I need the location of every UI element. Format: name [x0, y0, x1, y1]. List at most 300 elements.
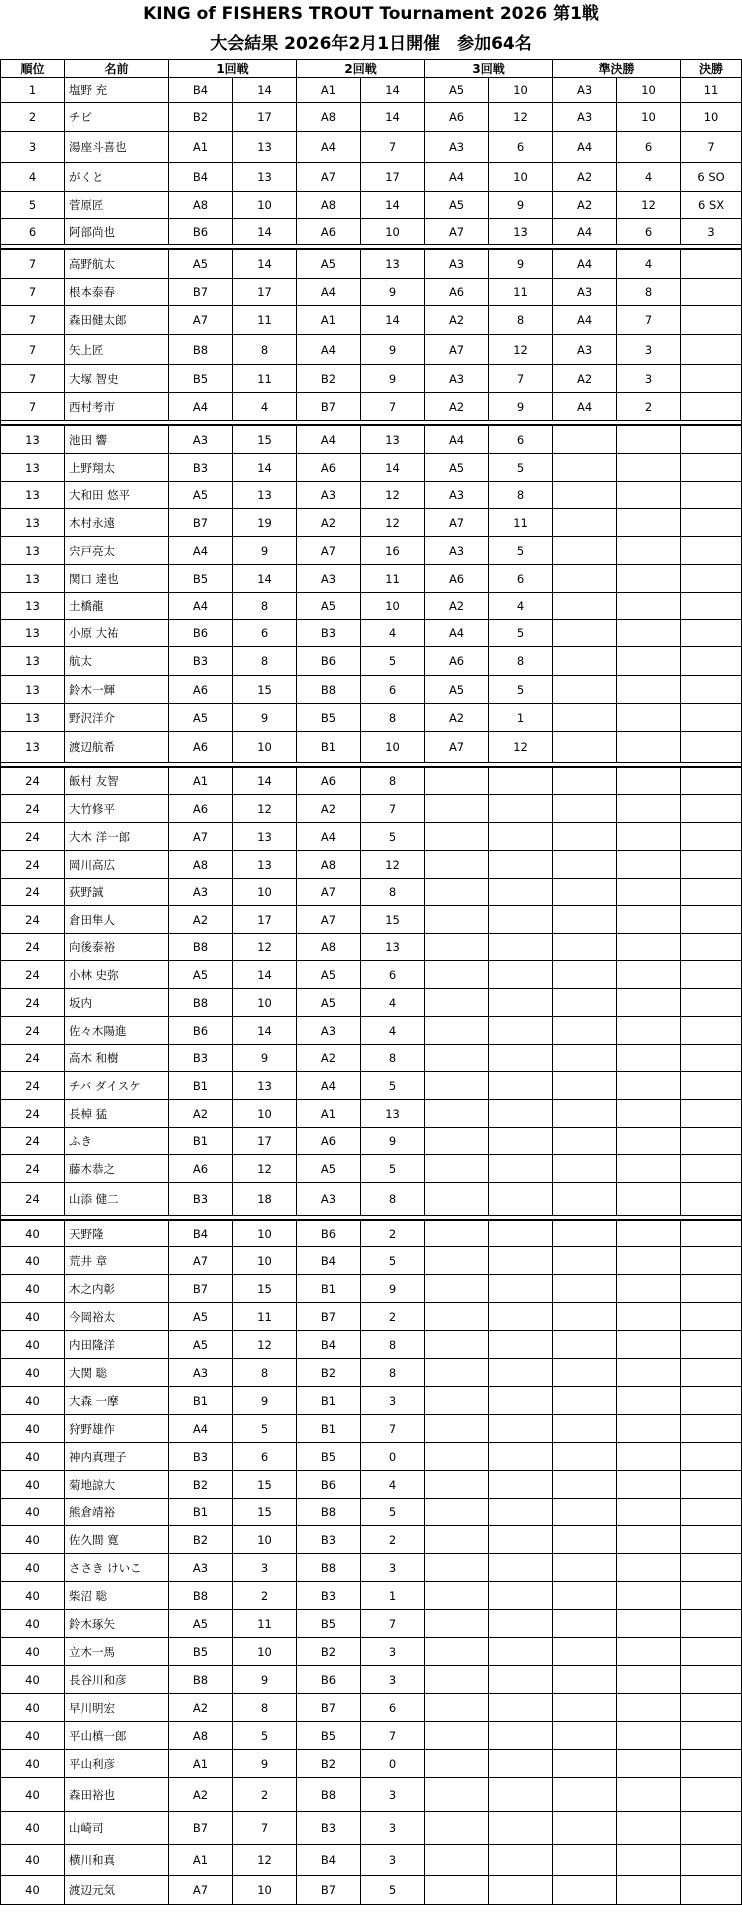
round3-score-cell: [489, 1750, 553, 1778]
table-row: [1, 425, 742, 454]
round2-score-cell: 13: [361, 249, 425, 279]
column-header-rank: 順位: [1, 60, 65, 78]
round3-score-cell: [489, 1331, 553, 1359]
round2-score-cell: 3: [361, 1812, 425, 1845]
final-score-cell: [681, 1359, 742, 1387]
rank-cell: 40: [1, 1471, 65, 1499]
round2-score-cell: 4: [361, 989, 425, 1017]
final-score-cell: [681, 1876, 742, 1905]
round1-block-cell: B6: [169, 1017, 233, 1045]
name-cell: 荒井 章: [65, 1247, 169, 1275]
rank-cell: 13: [1, 509, 65, 537]
rank-cell: 24: [1, 989, 65, 1017]
round3-block-cell: [425, 906, 489, 934]
round3-score-cell: [489, 767, 553, 795]
round3-block-cell: [425, 879, 489, 906]
name-cell: 大木 洋一郎: [65, 823, 169, 851]
round2-block-cell: A4: [297, 132, 361, 163]
name-cell: 立木一馬: [65, 1638, 169, 1666]
semifinal-block-cell: [553, 934, 617, 961]
round3-block-cell: [425, 1387, 489, 1415]
round3-score-cell: [489, 1100, 553, 1128]
table-row: [1, 565, 742, 593]
name-cell: 鈴木琢矢: [65, 1610, 169, 1638]
final-score-cell: [681, 1045, 742, 1072]
final-score-cell: [681, 1694, 742, 1722]
column-header-final: 決勝: [681, 60, 742, 78]
round2-score-cell: 3: [361, 1638, 425, 1666]
semifinal-score-cell: [617, 647, 681, 676]
round1-block-cell: A1: [169, 1750, 233, 1778]
semifinal-block-cell: [553, 1303, 617, 1331]
round2-block-cell: A5: [297, 1155, 361, 1183]
round2-block-cell: A6: [297, 219, 361, 245]
round3-score-cell: 13: [489, 219, 553, 245]
semifinal-block-cell: [553, 1610, 617, 1638]
table-row: [1, 593, 742, 620]
table-row: [1, 1526, 742, 1554]
table-row: [1, 1722, 742, 1750]
round3-score-cell: [489, 1694, 553, 1722]
round2-score-cell: 9: [361, 365, 425, 393]
semifinal-score-cell: 10: [617, 78, 681, 103]
semifinal-score-cell: 2: [617, 393, 681, 421]
rank-cell: 40: [1, 1876, 65, 1905]
table-row: [1, 78, 742, 103]
semifinal-score-cell: [617, 934, 681, 961]
semifinal-block-cell: [553, 823, 617, 851]
round3-score-cell: [489, 906, 553, 934]
table-row: [1, 879, 742, 906]
semifinal-score-cell: [617, 1331, 681, 1359]
round3-block-cell: A7: [425, 219, 489, 245]
semifinal-score-cell: [617, 565, 681, 593]
final-score-cell: [681, 1303, 742, 1331]
round3-score-cell: [489, 1275, 553, 1303]
name-cell: 森田健太郎: [65, 306, 169, 335]
round3-score-cell: 6: [489, 565, 553, 593]
table-header-row: [1, 60, 742, 78]
name-cell: 木村永遠: [65, 509, 169, 537]
final-score-cell: [681, 509, 742, 537]
round2-score-cell: 7: [361, 1722, 425, 1750]
semifinal-score-cell: [617, 425, 681, 454]
round3-block-cell: A6: [425, 647, 489, 676]
round1-block-cell: B3: [169, 1443, 233, 1471]
round1-score-cell: 11: [233, 1610, 297, 1638]
round3-score-cell: [489, 1183, 553, 1216]
round1-score-cell: 8: [233, 593, 297, 620]
rank-cell: 24: [1, 851, 65, 879]
rank-cell: 13: [1, 676, 65, 704]
final-score-cell: [681, 454, 742, 482]
rank-cell: 40: [1, 1443, 65, 1471]
column-header-semifinal: 準決勝: [553, 60, 681, 78]
round3-score-cell: 4: [489, 593, 553, 620]
semifinal-score-cell: [617, 1220, 681, 1247]
name-cell: 岡川高広: [65, 851, 169, 879]
name-cell: 狩野雄作: [65, 1415, 169, 1443]
round2-score-cell: 3: [361, 1387, 425, 1415]
round1-score-cell: 10: [233, 879, 297, 906]
name-cell: 小原 大祐: [65, 620, 169, 647]
name-cell: 湯座斗喜也: [65, 132, 169, 163]
table-row: [1, 163, 742, 192]
semifinal-block-cell: [553, 454, 617, 482]
round3-block-cell: [425, 1638, 489, 1666]
round2-score-cell: 2: [361, 1526, 425, 1554]
semifinal-score-cell: [617, 1100, 681, 1128]
semifinal-block-cell: [553, 1331, 617, 1359]
round3-score-cell: [489, 1526, 553, 1554]
semifinal-score-cell: [617, 906, 681, 934]
semifinal-score-cell: 3: [617, 335, 681, 365]
round3-block-cell: A2: [425, 306, 489, 335]
rank-cell: 4: [1, 163, 65, 192]
table-row: [1, 1845, 742, 1876]
table-row: [1, 1750, 742, 1778]
name-cell: 小林 史弥: [65, 961, 169, 989]
table-row: [1, 132, 742, 163]
rank-cell: 24: [1, 1017, 65, 1045]
round1-score-cell: 2: [233, 1582, 297, 1610]
round3-score-cell: 11: [489, 279, 553, 306]
final-score-cell: [681, 1845, 742, 1876]
round3-score-cell: [489, 1845, 553, 1876]
round3-block-cell: A7: [425, 335, 489, 365]
round2-block-cell: B2: [297, 1638, 361, 1666]
round3-block-cell: A4: [425, 620, 489, 647]
round2-score-cell: 9: [361, 335, 425, 365]
round1-score-cell: 15: [233, 1471, 297, 1499]
semifinal-score-cell: [617, 823, 681, 851]
final-score-cell: [681, 1275, 742, 1303]
semifinal-block-cell: [553, 1247, 617, 1275]
final-score-cell: [681, 1443, 742, 1471]
semifinal-score-cell: [617, 767, 681, 795]
name-cell: 関口 達也: [65, 565, 169, 593]
round1-block-cell: B1: [169, 1128, 233, 1155]
round3-block-cell: [425, 1045, 489, 1072]
name-cell: 柴沼 聡: [65, 1582, 169, 1610]
round2-block-cell: A2: [297, 1045, 361, 1072]
table-row: [1, 1100, 742, 1128]
round3-block-cell: [425, 1666, 489, 1694]
round2-block-cell: B7: [297, 1303, 361, 1331]
round2-block-cell: B3: [297, 620, 361, 647]
semifinal-score-cell: [617, 732, 681, 763]
round2-block-cell: A4: [297, 279, 361, 306]
table-row: [1, 1303, 742, 1331]
round3-block-cell: [425, 1694, 489, 1722]
semifinal-block-cell: [553, 620, 617, 647]
round1-block-cell: A7: [169, 1876, 233, 1905]
round1-score-cell: 15: [233, 676, 297, 704]
round2-score-cell: 8: [361, 767, 425, 795]
round2-score-cell: 0: [361, 1750, 425, 1778]
final-score-cell: [681, 537, 742, 565]
rank-cell: 40: [1, 1582, 65, 1610]
rank-cell: 24: [1, 795, 65, 823]
round1-block-cell: A8: [169, 851, 233, 879]
round2-score-cell: 5: [361, 1499, 425, 1526]
round2-block-cell: B8: [297, 1499, 361, 1526]
name-cell: 菅原匠: [65, 192, 169, 219]
round2-block-cell: A2: [297, 795, 361, 823]
semifinal-score-cell: [617, 1722, 681, 1750]
round3-score-cell: 12: [489, 732, 553, 763]
round1-block-cell: A5: [169, 249, 233, 279]
round3-block-cell: A5: [425, 192, 489, 219]
rank-cell: 13: [1, 732, 65, 763]
table-row: [1, 365, 742, 393]
semifinal-score-cell: [617, 454, 681, 482]
round3-score-cell: [489, 1778, 553, 1812]
name-cell: 鈴木一輝: [65, 676, 169, 704]
semifinal-block-cell: [553, 1471, 617, 1499]
rank-cell: 24: [1, 934, 65, 961]
round2-score-cell: 8: [361, 1331, 425, 1359]
round2-score-cell: 3: [361, 1778, 425, 1812]
round2-score-cell: 13: [361, 934, 425, 961]
round2-block-cell: A5: [297, 249, 361, 279]
round2-score-cell: 7: [361, 1610, 425, 1638]
final-score-cell: [681, 1812, 742, 1845]
final-score-cell: [681, 934, 742, 961]
name-cell: 熊倉靖裕: [65, 1499, 169, 1526]
round3-block-cell: [425, 795, 489, 823]
round1-score-cell: 14: [233, 565, 297, 593]
round1-score-cell: 14: [233, 249, 297, 279]
table-row: [1, 249, 742, 279]
name-cell: 渡辺航希: [65, 732, 169, 763]
rank-cell: 24: [1, 1155, 65, 1183]
round2-score-cell: 7: [361, 795, 425, 823]
round2-block-cell: A7: [297, 537, 361, 565]
round1-score-cell: 7: [233, 1812, 297, 1845]
round2-block-cell: A8: [297, 934, 361, 961]
table-row: [1, 335, 742, 365]
rank-cell: 13: [1, 425, 65, 454]
semifinal-block-cell: [553, 565, 617, 593]
round3-block-cell: A3: [425, 132, 489, 163]
name-cell: 土橋龍: [65, 593, 169, 620]
semifinal-block-cell: [553, 1387, 617, 1415]
round3-block-cell: [425, 1220, 489, 1247]
round1-block-cell: A2: [169, 906, 233, 934]
round3-block-cell: [425, 1876, 489, 1905]
round3-block-cell: [425, 1155, 489, 1183]
round1-block-cell: A1: [169, 132, 233, 163]
rank-cell: 40: [1, 1303, 65, 1331]
table-row: [1, 989, 742, 1017]
round1-block-cell: A5: [169, 704, 233, 732]
round2-score-cell: 15: [361, 906, 425, 934]
round3-score-cell: [489, 1247, 553, 1275]
round3-block-cell: [425, 1017, 489, 1045]
rank-cell: 24: [1, 767, 65, 795]
round1-block-cell: A4: [169, 393, 233, 421]
semifinal-score-cell: [617, 1017, 681, 1045]
table-row: [1, 1331, 742, 1359]
round1-score-cell: 10: [233, 192, 297, 219]
semifinal-score-cell: [617, 1812, 681, 1845]
rank-cell: 13: [1, 482, 65, 509]
name-cell: 坂内: [65, 989, 169, 1017]
round1-score-cell: 6: [233, 1443, 297, 1471]
round1-score-cell: 10: [233, 1876, 297, 1905]
final-score-cell: [681, 1610, 742, 1638]
rank-cell: 40: [1, 1610, 65, 1638]
name-cell: ふき: [65, 1128, 169, 1155]
round1-score-cell: 12: [233, 1155, 297, 1183]
semifinal-block-cell: A3: [553, 279, 617, 306]
semifinal-block-cell: [553, 1778, 617, 1812]
name-cell: 長谷川和彦: [65, 1666, 169, 1694]
table-row: [1, 1812, 742, 1845]
table-row: [1, 1387, 742, 1415]
final-score-cell: [681, 1331, 742, 1359]
rank-cell: 7: [1, 279, 65, 306]
round3-score-cell: [489, 1876, 553, 1905]
final-score-cell: [681, 1778, 742, 1812]
rank-cell: 13: [1, 620, 65, 647]
round3-score-cell: 5: [489, 454, 553, 482]
round1-block-cell: A4: [169, 537, 233, 565]
name-cell: 藤木恭之: [65, 1155, 169, 1183]
name-cell: 荻野誠: [65, 879, 169, 906]
round2-block-cell: A7: [297, 879, 361, 906]
round1-block-cell: A7: [169, 306, 233, 335]
round2-block-cell: A6: [297, 1128, 361, 1155]
round3-score-cell: [489, 1303, 553, 1331]
round2-block-cell: A5: [297, 989, 361, 1017]
round3-block-cell: [425, 1812, 489, 1845]
round1-score-cell: 8: [233, 1694, 297, 1722]
final-score-cell: [681, 335, 742, 365]
final-score-cell: [681, 1220, 742, 1247]
round1-score-cell: 12: [233, 934, 297, 961]
semifinal-block-cell: A4: [553, 132, 617, 163]
round1-block-cell: B4: [169, 78, 233, 103]
round1-block-cell: A4: [169, 593, 233, 620]
round2-block-cell: A2: [297, 509, 361, 537]
round3-score-cell: 8: [489, 647, 553, 676]
final-score-cell: 7: [681, 132, 742, 163]
round3-score-cell: [489, 823, 553, 851]
round1-block-cell: A5: [169, 961, 233, 989]
round2-block-cell: B6: [297, 1471, 361, 1499]
round2-score-cell: 2: [361, 1303, 425, 1331]
final-score-cell: [681, 1750, 742, 1778]
round2-score-cell: 16: [361, 537, 425, 565]
round3-score-cell: [489, 1722, 553, 1750]
round1-score-cell: 8: [233, 1359, 297, 1387]
round1-block-cell: A4: [169, 1415, 233, 1443]
round2-block-cell: B4: [297, 1845, 361, 1876]
name-cell: 今岡裕太: [65, 1303, 169, 1331]
round3-block-cell: A3: [425, 249, 489, 279]
round2-block-cell: B8: [297, 1554, 361, 1582]
table-row: [1, 509, 742, 537]
table-row: [1, 1666, 742, 1694]
round1-block-cell: B1: [169, 1072, 233, 1100]
semifinal-score-cell: [617, 676, 681, 704]
semifinal-score-cell: [617, 1443, 681, 1471]
round2-score-cell: 12: [361, 509, 425, 537]
semifinal-block-cell: [553, 1155, 617, 1183]
round2-score-cell: 5: [361, 1876, 425, 1905]
round3-score-cell: [489, 1155, 553, 1183]
round1-score-cell: 18: [233, 1183, 297, 1216]
round1-score-cell: 11: [233, 365, 297, 393]
round3-block-cell: A6: [425, 279, 489, 306]
final-score-cell: [681, 1387, 742, 1415]
round3-block-cell: [425, 1722, 489, 1750]
round3-block-cell: [425, 1072, 489, 1100]
round2-block-cell: A7: [297, 163, 361, 192]
name-cell: 平山利彦: [65, 1750, 169, 1778]
round2-block-cell: B5: [297, 1443, 361, 1471]
name-cell: 高木 和樹: [65, 1045, 169, 1072]
semifinal-score-cell: [617, 795, 681, 823]
round1-block-cell: A6: [169, 676, 233, 704]
name-cell: チバ ダイスケ: [65, 1072, 169, 1100]
round1-score-cell: 17: [233, 1128, 297, 1155]
round3-score-cell: 6: [489, 425, 553, 454]
semifinal-score-cell: [617, 1275, 681, 1303]
semifinal-score-cell: [617, 1045, 681, 1072]
round3-block-cell: [425, 851, 489, 879]
semifinal-block-cell: [553, 1128, 617, 1155]
round3-block-cell: [425, 1183, 489, 1216]
round3-score-cell: 6: [489, 132, 553, 163]
semifinal-block-cell: A4: [553, 219, 617, 245]
semifinal-score-cell: [617, 1526, 681, 1554]
round1-block-cell: A7: [169, 823, 233, 851]
semifinal-score-cell: [617, 989, 681, 1017]
round1-score-cell: 17: [233, 906, 297, 934]
round3-block-cell: [425, 1499, 489, 1526]
rank-cell: 13: [1, 565, 65, 593]
round2-block-cell: B2: [297, 1359, 361, 1387]
round3-block-cell: A4: [425, 163, 489, 192]
table-row: [1, 1778, 742, 1812]
round1-score-cell: 15: [233, 425, 297, 454]
name-cell: 内田隆洋: [65, 1331, 169, 1359]
round3-score-cell: [489, 1443, 553, 1471]
name-cell: がくと: [65, 163, 169, 192]
round2-score-cell: 8: [361, 1359, 425, 1387]
final-score-cell: [681, 365, 742, 393]
round2-block-cell: A4: [297, 335, 361, 365]
round2-block-cell: B1: [297, 1387, 361, 1415]
round1-score-cell: 10: [233, 1526, 297, 1554]
round1-block-cell: A6: [169, 732, 233, 763]
semifinal-score-cell: [617, 1638, 681, 1666]
semifinal-block-cell: [553, 961, 617, 989]
round1-score-cell: 9: [233, 704, 297, 732]
final-score-cell: [681, 565, 742, 593]
round2-block-cell: B3: [297, 1526, 361, 1554]
round2-block-cell: B4: [297, 1247, 361, 1275]
table-row: [1, 482, 742, 509]
name-cell: 大森 一摩: [65, 1387, 169, 1415]
round2-score-cell: 10: [361, 219, 425, 245]
final-score-cell: [681, 1666, 742, 1694]
round3-block-cell: A5: [425, 676, 489, 704]
round2-block-cell: A8: [297, 851, 361, 879]
